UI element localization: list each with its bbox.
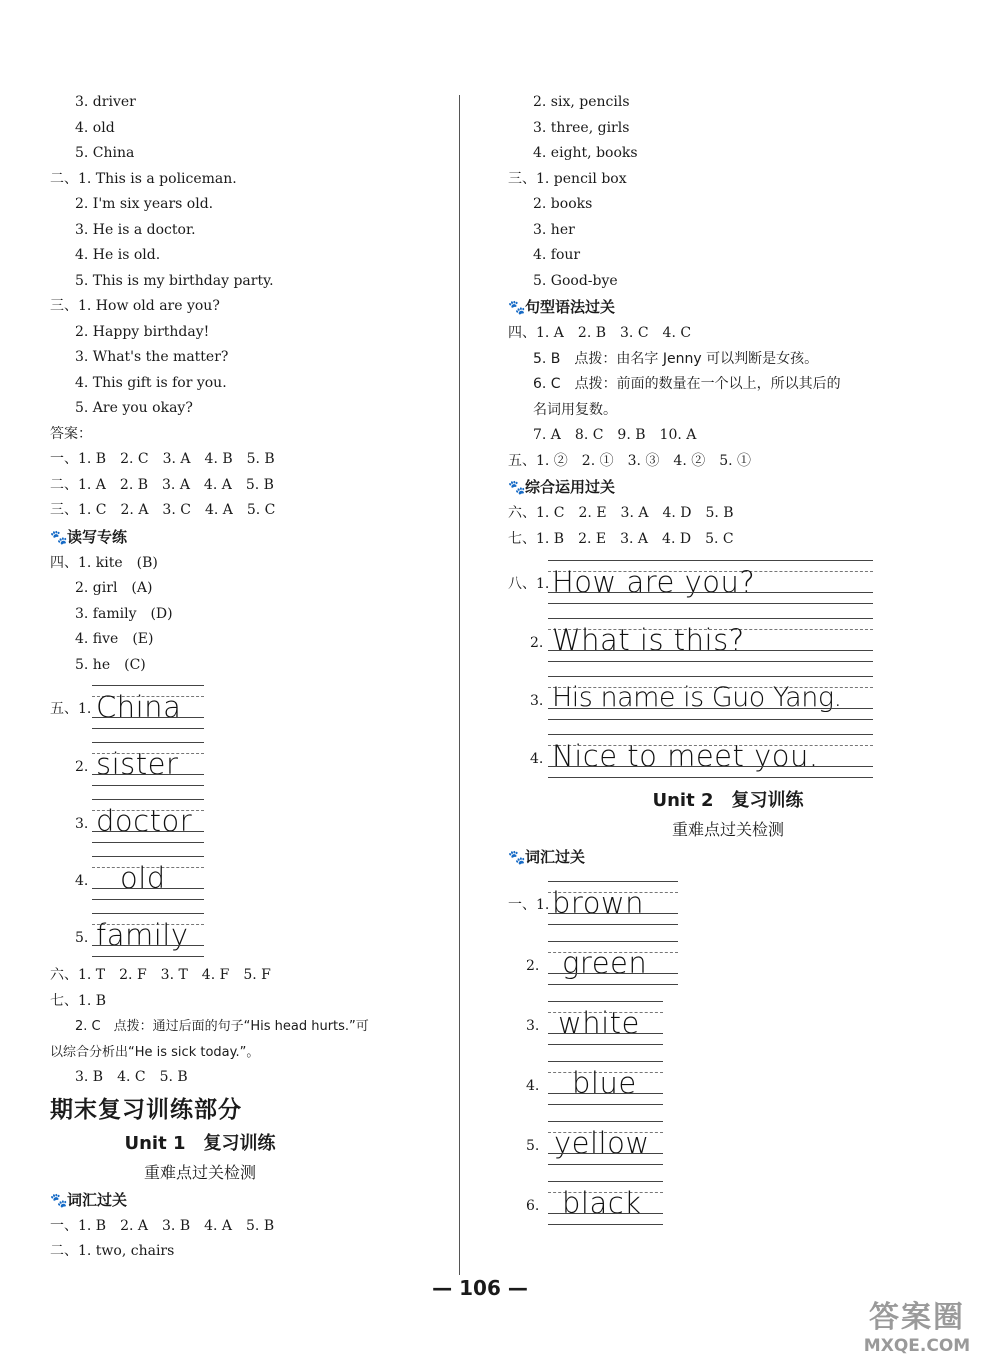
item-number: 5. xyxy=(75,930,89,946)
answer-line: 4. old xyxy=(75,119,115,136)
answer-line: 三、1. pencil box xyxy=(508,170,627,187)
handwriting-block xyxy=(50,678,450,963)
handwritten-word: family xyxy=(96,918,189,952)
writing-lines xyxy=(548,560,873,604)
answer-line: 七、1. B xyxy=(50,992,107,1009)
answer-line: 3. three, girls xyxy=(533,119,630,136)
left-column xyxy=(50,90,450,1265)
handwritten-sentence: What is this? xyxy=(552,623,745,657)
page-number: — 106 — xyxy=(432,1276,528,1300)
answer-line: 六、1. T 2. F 3. T 4. F 5. F xyxy=(50,967,271,983)
section-header-label: 综合运用过关 xyxy=(525,478,616,496)
item-number: 3. xyxy=(530,693,544,709)
paw-icon: 🐾 xyxy=(508,850,526,866)
handwriting-row xyxy=(50,678,450,735)
answer-line: 2. Happy birthday! xyxy=(75,323,210,340)
answer-line: 三、1. How old are you? xyxy=(50,298,220,314)
handwritten-sentence: How are you? xyxy=(552,565,756,599)
handwritten-word: blue xyxy=(572,1066,637,1100)
writing-lines xyxy=(548,1121,663,1165)
item-number: 3. xyxy=(526,1018,540,1034)
handwritten-word: white xyxy=(558,1006,640,1040)
handwritten-word: old xyxy=(120,861,166,895)
answer-line: 3. He is a doctor. xyxy=(75,221,196,238)
answer-line: 2. six, pencils xyxy=(533,94,630,110)
item-number: 4. xyxy=(75,873,89,889)
handwriting-row xyxy=(50,735,450,792)
handwriting-row xyxy=(508,871,948,931)
answer-line: 二、1. A 2. B 3. A 4. A 5. B xyxy=(50,476,274,493)
handwriting-row xyxy=(508,1171,948,1231)
handwritten-word: China xyxy=(96,690,182,724)
writing-lines xyxy=(548,941,678,985)
handwritten-sentence: Nice to meet you. xyxy=(552,739,819,773)
item-number: 3. xyxy=(75,816,89,832)
unit-title: Unit 2 复习训练 xyxy=(652,790,804,811)
answer-line: 5. B 点拨：由名字 Jenny 可以判断是女孩。 xyxy=(533,350,819,367)
handwritten-word: sister xyxy=(96,747,179,781)
column-divider xyxy=(459,95,460,1275)
answer-line: 3. B 4. C 5. B xyxy=(75,1069,188,1085)
handwritten-word: yellow xyxy=(554,1126,650,1160)
answer-line: 7. A 8. C 9. B 10. A xyxy=(533,427,697,443)
handwriting-row xyxy=(508,1111,948,1171)
answer-line: 二、1. two, chairs xyxy=(50,1243,175,1259)
item-number: 一、1. xyxy=(508,897,550,913)
paw-icon: 🐾 xyxy=(50,1192,68,1209)
writing-lines xyxy=(92,856,204,900)
answer-line: 6. C 点拨：前面的数量在一个以上，所以其后的 xyxy=(533,376,841,392)
writing-lines xyxy=(548,676,873,720)
watermark-url: MXQE.COM xyxy=(863,1336,971,1356)
unit-subtitle: 重难点过关检测 xyxy=(143,1162,256,1182)
unit-title: Unit 1 复习训练 xyxy=(124,1132,276,1154)
answer-line: 4. This gift is for you. xyxy=(75,374,227,391)
handwritten-word: brown xyxy=(552,886,645,920)
writing-lines xyxy=(92,742,204,786)
answer-line: 4. eight, books xyxy=(533,145,638,161)
writing-lines xyxy=(548,1061,663,1105)
answer-line: 五、1. ② 2. ① 3. ③ 4. ② 5. ① xyxy=(508,452,752,469)
right-column xyxy=(508,90,948,1231)
answer-line: 2. girl (A) xyxy=(75,580,153,596)
handwriting-row xyxy=(508,931,948,991)
answer-line: 3. family (D) xyxy=(75,605,173,622)
section-header xyxy=(508,474,948,501)
vocab-writing-block xyxy=(508,871,948,1231)
answer-line: 七、1. B 2. E 3. A 4. D 5. C xyxy=(508,530,734,547)
answer-line: 三、1. C 2. A 3. C 4. A 5. C xyxy=(50,502,276,518)
writing-lines xyxy=(548,618,873,662)
answer-line: 2. C 点拨：通过后面的句子“His head hurts.”可 xyxy=(75,1019,369,1034)
handwriting-row xyxy=(508,668,948,726)
answer-line: 4. four xyxy=(533,247,581,263)
answer-line: 3. What's the matter? xyxy=(75,349,229,365)
answer-line: 4. He is old. xyxy=(75,247,161,263)
section-header-label: 词汇过关 xyxy=(525,848,586,866)
handwriting-row xyxy=(50,792,450,849)
answer-line: 四、1. kite (B) xyxy=(50,554,158,571)
item-number: 6. xyxy=(526,1198,540,1214)
section-header-label: 句型语法过关 xyxy=(525,298,616,316)
handwritten-word: black xyxy=(562,1186,642,1220)
section-header xyxy=(50,524,450,551)
handwriting-row xyxy=(508,552,948,610)
writing-lines xyxy=(548,881,678,925)
item-number: 2. xyxy=(526,958,540,974)
answer-line: 名词用复数。 xyxy=(533,401,617,418)
handwriting-row xyxy=(508,726,948,784)
item-number: 2. xyxy=(530,635,544,651)
section-header-label: 读写专练 xyxy=(67,527,128,546)
answer-line: 4. five (E) xyxy=(75,631,154,647)
answer-line: 以综合分析出“He is sick today.”。 xyxy=(50,1044,260,1060)
handwriting-row xyxy=(508,1051,948,1111)
handwritten-word: green xyxy=(562,946,648,980)
answer-line: 二、1. This is a policeman. xyxy=(50,170,237,187)
handwritten-word: doctor xyxy=(96,804,193,838)
answer-line: 5. he (C) xyxy=(75,656,146,673)
section-header-label: 词汇过关 xyxy=(67,1190,128,1209)
watermark xyxy=(842,1300,992,1356)
answer-line: 四、1. A 2. B 3. C 4. C xyxy=(508,325,692,341)
answer-line: 2. books xyxy=(533,196,593,212)
item-number: 2. xyxy=(75,759,89,775)
answer-line: 5. Good-bye xyxy=(533,272,618,289)
item-number: 4. xyxy=(530,751,544,767)
watermark-text: 答案圈 xyxy=(869,1300,965,1335)
answer-line: 3. driver xyxy=(75,94,136,110)
sentence-writing-block xyxy=(508,552,948,784)
final-review-title: 期末复习训练部分 xyxy=(50,1096,242,1123)
writing-lines xyxy=(548,1181,663,1225)
answers-label: 答案： xyxy=(50,425,92,442)
answer-line: 5. Are you okay? xyxy=(75,400,193,416)
handwritten-sentence: His name is Guo Yang. xyxy=(552,682,842,713)
section-header xyxy=(50,1187,450,1214)
item-number: 八、1. xyxy=(508,576,550,592)
item-number: 4. xyxy=(526,1078,540,1094)
answer-line: 5. This is my birthday party. xyxy=(75,272,274,289)
unit-subtitle: 重难点过关检测 xyxy=(671,820,784,839)
handwriting-row xyxy=(50,849,450,906)
paw-icon: 🐾 xyxy=(50,529,68,546)
answer-line: 六、1. C 2. E 3. A 4. D 5. B xyxy=(508,505,734,521)
answer-line: 一、1. B 2. A 3. B 4. A 5. B xyxy=(50,1217,275,1234)
writing-lines xyxy=(548,1001,663,1045)
answer-line: 一、1. B 2. C 3. A 4. B 5. B xyxy=(50,451,275,467)
section-header xyxy=(508,844,948,871)
writing-lines xyxy=(548,734,873,778)
handwriting-row xyxy=(508,991,948,1051)
writing-lines xyxy=(92,913,204,957)
item-number: 5. xyxy=(526,1138,540,1154)
answer-line: 3. her xyxy=(533,221,575,238)
paw-icon: 🐾 xyxy=(508,480,526,496)
answer-line: 5. China xyxy=(75,145,135,161)
handwriting-row xyxy=(508,610,948,668)
item-number: 五、1. xyxy=(50,701,92,717)
writing-lines xyxy=(92,799,204,843)
section-header xyxy=(508,294,948,321)
writing-lines xyxy=(92,685,204,729)
answer-line: 2. I'm six years old. xyxy=(75,196,214,212)
paw-icon: 🐾 xyxy=(508,300,526,316)
handwriting-row xyxy=(50,906,450,963)
